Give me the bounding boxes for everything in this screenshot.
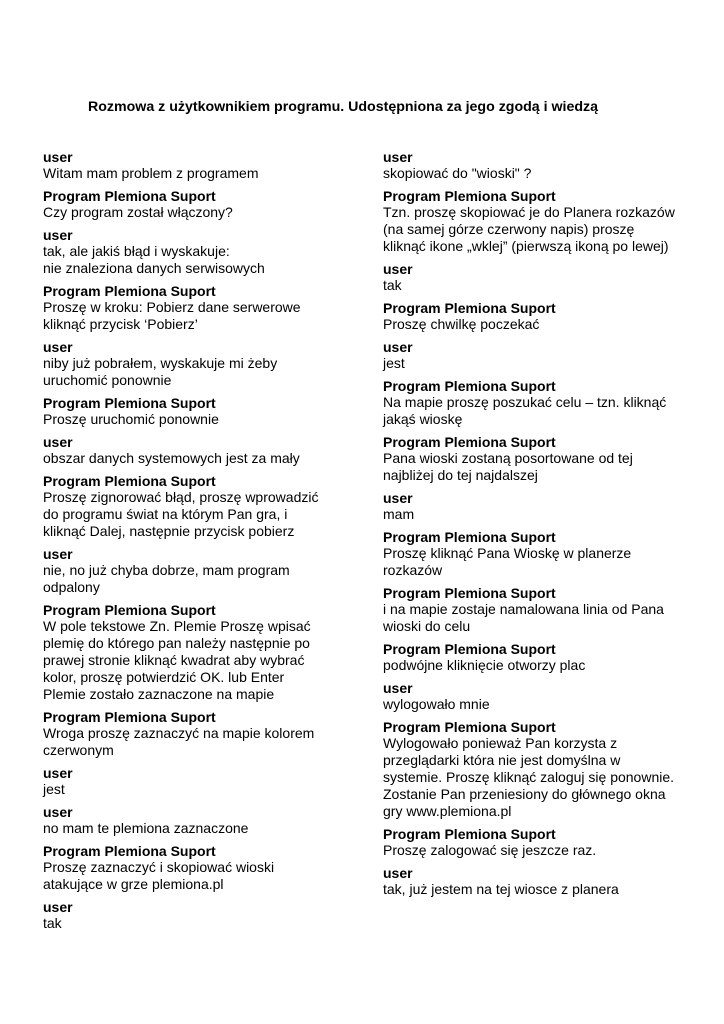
message-entry [43, 188, 343, 221]
message-entry [383, 865, 698, 898]
message-entry [43, 149, 343, 182]
message-entry [43, 709, 343, 759]
message-text: obszar danych systemowych jest za mały [43, 450, 300, 466]
message-speaker: Program Plemiona Suport [43, 473, 216, 489]
message-entry [383, 641, 698, 674]
message-speaker: Program Plemiona Suport [383, 585, 556, 601]
message-speaker: Program Plemiona Suport [383, 641, 556, 657]
message-text: tak, już jestem na tej wiosce z planera [383, 881, 619, 897]
conversation-left-column [43, 149, 343, 938]
message-text: Czy program został włączony? [43, 204, 233, 220]
message-entry [383, 188, 698, 255]
message-entry [43, 283, 343, 333]
message-speaker: user [43, 149, 73, 165]
message-entry [383, 261, 698, 294]
message-text: Proszę w kroku: Pobierz dane serwerowe kliknąć przycisk ‘Pobierz’ [43, 299, 301, 332]
message-speaker: Program Plemiona Suport [383, 826, 556, 842]
message-entry [43, 602, 343, 703]
message-speaker: Program Plemiona Suport [43, 602, 216, 618]
message-entry [43, 546, 343, 596]
message-speaker: user [383, 490, 413, 506]
message-speaker: user [43, 227, 73, 243]
message-text: wylogowało mnie [383, 696, 490, 712]
message-entry [43, 899, 343, 932]
message-speaker: user [43, 546, 73, 562]
message-speaker: Program Plemiona Suport [43, 283, 216, 299]
message-entry [43, 434, 343, 467]
message-speaker: user [383, 865, 413, 881]
message-text: nie, no już chyba dobrze, mam program odpalony [43, 562, 290, 595]
message-text: Pana wioski zostaną posortowane od tej najbliżej do tej najdalszej [383, 450, 633, 483]
message-text: Wroga proszę zaznaczyć na mapie kolorem czerwonym [43, 725, 315, 758]
message-text: skopiować do "wioski" ? [383, 165, 532, 181]
message-speaker: Program Plemiona Suport [43, 188, 216, 204]
message-speaker: user [383, 680, 413, 696]
message-text: Witam mam problem z programem [43, 165, 259, 181]
message-speaker: user [43, 899, 73, 915]
message-text: Tzn. proszę skopiować je do Planera rozkazów (na samej górze czerwony napis) proszę kliknąć ikone „wklej” (pierwszą ikoną po lewej) [383, 204, 675, 254]
message-speaker: Program Plemiona Suport [383, 188, 556, 204]
message-text: podwójne kliknięcie otworzy plac [383, 657, 586, 673]
message-entry [43, 339, 343, 389]
message-text: Proszę uruchomić ponownie [43, 411, 219, 427]
message-text: tak [383, 277, 402, 293]
message-speaker: Program Plemiona Suport [383, 719, 556, 735]
message-text: tak, ale jakiś błąd i wyskakuje: nie znaleziona danych serwisowych [43, 243, 265, 276]
message-speaker: Program Plemiona Suport [43, 709, 216, 725]
message-text: tak [43, 915, 62, 931]
message-speaker: user [43, 804, 73, 820]
message-speaker: Program Plemiona Suport [43, 395, 216, 411]
message-entry [383, 680, 698, 713]
message-text: i na mapie zostaje namalowana linia od Pana wioski do celu [383, 601, 664, 634]
message-speaker: Program Plemiona Suport [43, 843, 216, 859]
message-text: jest [43, 781, 65, 797]
message-entry [383, 300, 698, 333]
message-text: no mam te plemiona zaznaczone [43, 820, 249, 836]
message-entry [383, 149, 698, 182]
message-entry [43, 473, 343, 540]
message-text: jest [383, 355, 405, 371]
message-entry [383, 490, 698, 523]
message-text: Proszę zignorować błąd, proszę wprowadzić do programu świat na którym Pan gra, i kliknąć Dalej, następnie przycisk pobierz [43, 489, 319, 539]
message-text: mam [383, 506, 415, 522]
message-text: Proszę zalogować się jeszcze raz. [383, 842, 597, 858]
message-speaker: user [43, 339, 73, 355]
message-speaker: user [43, 434, 73, 450]
message-entry [383, 378, 698, 428]
conversation-right-column [383, 149, 698, 904]
message-entry [43, 765, 343, 798]
message-text: Na mapie proszę poszukać celu – tzn. kliknąć jakąś wioskę [383, 394, 667, 427]
message-speaker: Program Plemiona Suport [383, 378, 556, 394]
message-entry [43, 804, 343, 837]
message-text: W pole tekstowe Zn. Plemie Proszę wpisać plemię do którego pan należy następnie po prawej stronie kliknąć kwadrat aby wybrać kolor, proszę potwierdzić OK. lub Enter Plemie zostało zaznaczone na mapie [43, 618, 311, 702]
page-title: Rozmowa z użytkownikiem programu. Udostępniona za jego zgodą i wiedzą [88, 99, 599, 115]
message-speaker: Program Plemiona Suport [383, 529, 556, 545]
message-speaker: user [43, 765, 73, 781]
message-entry [383, 585, 698, 635]
message-text: Proszę chwilkę poczekać [383, 316, 540, 332]
message-text: niby już pobrałem, wyskakuje mi żeby uruchomić ponownie [43, 355, 278, 388]
message-speaker: Program Plemiona Suport [383, 434, 556, 450]
message-entry [383, 529, 698, 579]
message-entry [383, 434, 698, 484]
message-speaker: Program Plemiona Suport [383, 300, 556, 316]
message-text: Proszę zaznaczyć i skopiować wioski atakujące w grze plemiona.pl [43, 859, 275, 892]
message-entry [43, 843, 343, 893]
message-speaker: user [383, 261, 413, 277]
message-entry [43, 395, 343, 428]
message-text: Proszę kliknąć Pana Wioskę w planerze rozkazów [383, 545, 632, 578]
message-speaker: user [383, 339, 413, 355]
message-text: Wylogowało ponieważ Pan korzysta z przeglądarki która nie jest domyślna w systemie. Proszę kliknąć zaloguj się ponownie. Zostanie Pan przeniesiony do głównego okna gry www.plemiona.pl [383, 735, 675, 819]
message-entry [383, 719, 698, 820]
message-entry [383, 339, 698, 372]
message-speaker: user [383, 149, 413, 165]
message-entry [43, 227, 343, 277]
message-entry [383, 826, 698, 859]
